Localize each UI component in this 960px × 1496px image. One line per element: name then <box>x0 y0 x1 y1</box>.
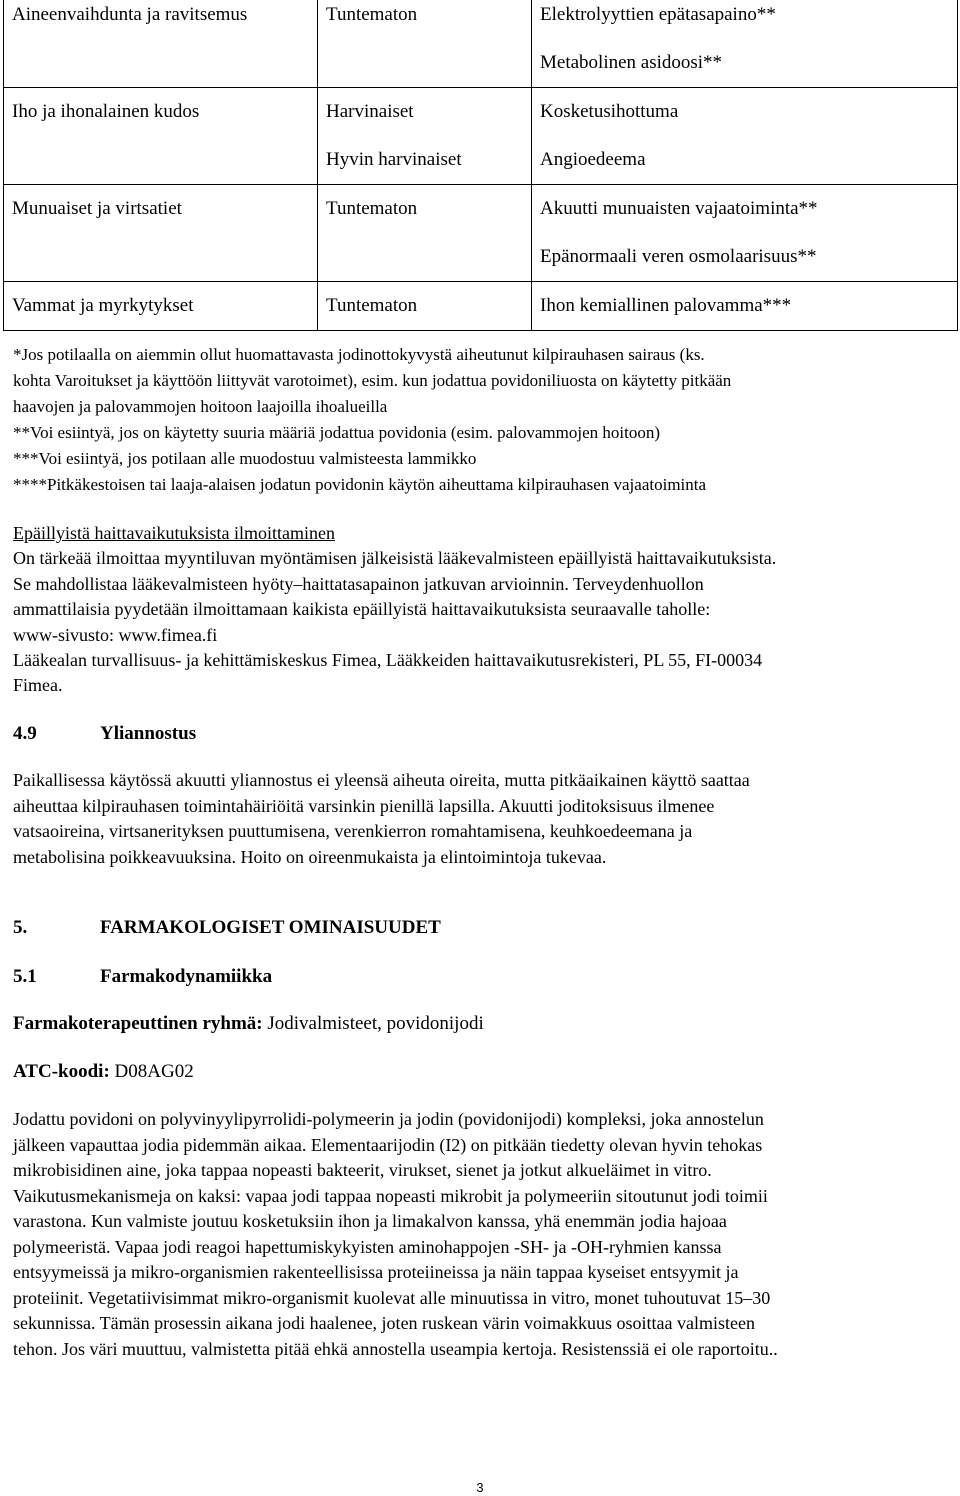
cell-text: Metabolinen asidoosi** <box>540 52 723 73</box>
page-number: 3 <box>476 1480 484 1495</box>
cell-text: Vammat ja myrkytykset <box>12 295 194 316</box>
table-cell <box>318 0 532 88</box>
paragraph-line: jälkeen vapauttaa jodia pidemmän aikaa. Elementaarijodin (I2) on pitkään tiedetty olevan hyvin tehokas <box>13 1134 763 1155</box>
cell-text: Munuaiset ja virtsatiet <box>12 198 182 219</box>
cell-text: Hyvin harvinaiset <box>326 149 462 170</box>
reporting-line: www-sivusto: www.fimea.fi <box>13 624 218 645</box>
table-cell <box>532 282 958 331</box>
paragraph-line: tehon. Jos väri muuttuu, valmistetta pitää ehkä annostella useampia kertoja. Resistenssiä ei ole raportoitu.. <box>13 1338 778 1359</box>
adverse-reporting-section <box>13 521 958 699</box>
table-cell <box>318 185 532 282</box>
footnote-line: *Jos potilaalla on aiemmin ollut huomattavasta jodinottokyvystä aiheutunut kilpirauhasen sairaus (ks. <box>13 345 705 364</box>
cell-text: Akuutti munuaisten vajaatoiminta** <box>540 198 818 219</box>
table-cell <box>532 0 958 88</box>
paragraph-line: proteiinit. Vegetatiivisimmat mikro-organismit kuolevat alle minuutissa in vitro, monet tuhoutuvat 15–30 <box>13 1287 771 1308</box>
table-cell <box>318 282 532 331</box>
section-4-9-heading <box>13 723 196 745</box>
atc-value: D08AG02 <box>109 1061 194 1082</box>
table-row <box>4 0 958 88</box>
section-number: 4.9 <box>13 723 37 744</box>
paragraph-line: Paikallisessa käytössä akuutti yliannostus ei yleensä aiheuta oireita, mutta pitkäaikainen käyttö saattaa <box>13 770 750 790</box>
cell-text: Kosketusihottuma <box>540 101 679 122</box>
cell-text: Harvinaiset <box>326 101 414 122</box>
section-number: 5. <box>13 917 28 938</box>
cell-text: Ihon kemiallinen palovamma*** <box>540 295 792 316</box>
cell-text: Tuntematon <box>326 295 418 316</box>
paragraph-line: polymeeristä. Vapaa jodi reagoi hapettumiskykyisten aminohappojen -SH- ja -OH-ryhmien kanssa <box>13 1236 722 1257</box>
table-cell <box>532 185 958 282</box>
paragraph-line: entsyymeissä ja mikro-organismien rakenteellisissa proteiineissa ja näin tappaa kyseiset entsyymit ja <box>13 1262 739 1282</box>
table-cell <box>4 282 318 331</box>
adverse-effects-table <box>3 0 958 331</box>
paragraph-line: varastona. Kun valmiste joutuu kosketuksiin ihon ja limakalvon kanssa, yhä enemmän jodia hajoaa <box>13 1211 727 1231</box>
paragraph-line: Vaikutusmekanismeja on kaksi: vapaa jodi tappaa nopeasti mikrobit ja polymeeriin sitoutunut jodi toimii <box>13 1185 768 1206</box>
table-cell <box>4 88 318 185</box>
overdose-paragraph <box>13 768 958 870</box>
paragraph-line: Jodattu povidoni on polyvinyylipyrrolidi-polymeerin ja jodin (povidonijodi) kompleksi, joka annostelun <box>13 1109 764 1129</box>
footnote-line: **Voi esiintyä, jos on käytetty suuria määriä jodattua povidonia (esim. palovammojen hoitoon) <box>13 423 660 442</box>
footnote-line: ****Pitkäkestoisen tai laaja-alaisen jodatun povidonin käytön aiheuttama kilpirauhasen vajaatoiminta <box>13 475 707 494</box>
table-cell <box>318 88 532 185</box>
table-row <box>4 185 958 282</box>
footnote-line: ***Voi esiintyä, jos potilaan alle muodostuu valmisteesta lammikko <box>13 449 477 468</box>
group-value: Jodivalmisteet, povidonijodi <box>262 1013 484 1034</box>
paragraph-line: mikrobisidinen aine, joka tappaa nopeasti bakteerit, virukset, sienet ja jotkut alkueläimet in vitro. <box>13 1160 712 1180</box>
mechanism-paragraph <box>13 1107 958 1362</box>
reporting-line: Fimea. <box>13 675 63 696</box>
paragraph-line: sekunnissa. Tämän prosessin aikana jodi haalenee, joten ruskean värin voimakkuus osoittaa valmisteen <box>13 1313 755 1333</box>
table-row <box>4 282 958 331</box>
group-label: Farmakoterapeuttinen ryhmä: <box>13 1013 263 1034</box>
section-number: 5.1 <box>13 966 37 987</box>
reporting-line: ammattilaisia pyydetään ilmoittamaan kaikista epäillyistä haittavaikutuksista seuraavalle taholle: <box>13 599 711 620</box>
pharmacotherapeutic-group <box>13 1013 484 1035</box>
reporting-line: Lääkealan turvallisuus- ja kehittämiskeskus Fimea, Lääkkeiden haittavaikutusrekisteri, PL 55, FI-00034 <box>13 649 763 670</box>
table-cell <box>532 88 958 185</box>
cell-text: Aineenvaihdunta ja ravitsemus <box>12 4 248 25</box>
atc-label: ATC-koodi: <box>13 1061 110 1082</box>
paragraph-line: aiheuttaa kilpirauhasen toimintahäiriöitä varsinkin pienillä lapsilla. Akuutti joditoksisuus ilmenee <box>13 795 715 816</box>
cell-text: Elektrolyyttien epätasapaino** <box>540 4 776 25</box>
cell-text: Epänormaali veren osmolaarisuus** <box>540 246 817 267</box>
section-5-1-heading <box>13 966 272 988</box>
section-title: Farmakodynamiikka <box>100 966 273 987</box>
atc-code <box>13 1061 194 1083</box>
section-title: Yliannostus <box>100 723 197 744</box>
table-cell <box>4 185 318 282</box>
footnotes <box>13 342 958 498</box>
paragraph-line: vatsaoireina, virtsanerityksen puuttumisena, verenkierron romahtamisena, keuhkoedeemana ja <box>13 821 693 841</box>
footnote-line: kohta Varoitukset ja käyttöön liittyvät varotoimet), esim. kun jodattua povidoniliuosta on käytetty pitkään <box>13 371 732 390</box>
table-cell <box>4 0 318 88</box>
section-5-heading <box>13 917 441 939</box>
cell-text: Angioedeema <box>540 149 646 170</box>
footnote-line: haavojen ja palovammojen hoitoon laajoilla ihoalueilla <box>13 397 388 416</box>
reporting-title: Epäillyistä haittavaikutuksista ilmoittaminen <box>13 523 335 543</box>
cell-text: Tuntematon <box>326 4 418 25</box>
table-row <box>4 88 958 185</box>
cell-text: Iho ja ihonalainen kudos <box>12 101 200 122</box>
cell-text: Tuntematon <box>326 198 418 219</box>
paragraph-line: metabolisina poikkeavuuksina. Hoito on oireenmukaista ja elintoimintoja tukevaa. <box>13 846 607 867</box>
reporting-line: On tärkeää ilmoittaa myyntiluvan myöntämisen jälkeisistä lääkevalmisteen epäillyistä haittavaikutuksista. <box>13 548 777 569</box>
section-title: FARMAKOLOGISET OMINAISUUDET <box>100 917 441 938</box>
reporting-line: Se mahdollistaa lääkevalmisteen hyöty–haittatasapainon jatkuvan arvioinnin. Terveydenhuollon <box>13 573 704 594</box>
